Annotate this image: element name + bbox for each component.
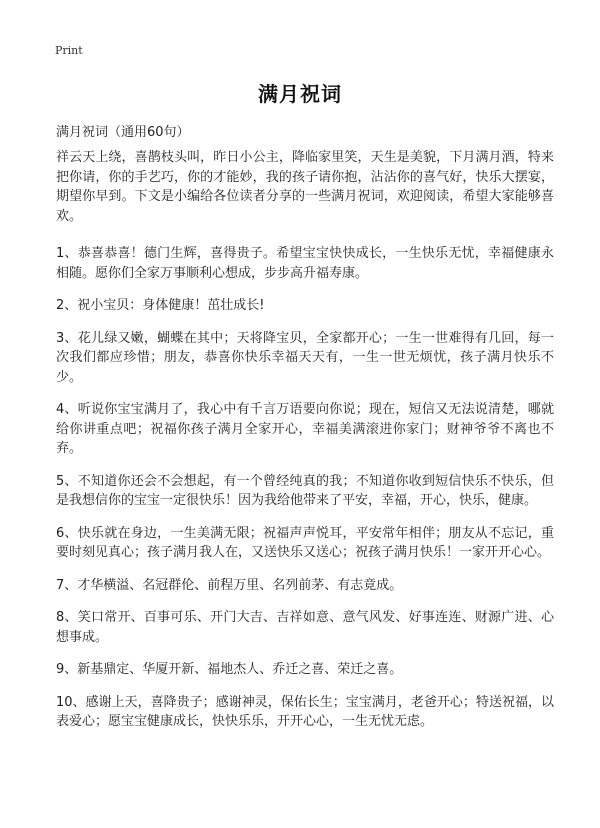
document-subtitle: 满月祝词（通用60句） — [56, 125, 190, 140]
intro-paragraph: 祥云天上绕，喜鹊枝头叫，昨日小公主，降临家里笑，天生是美貌，下月满月酒，特来把你请，你的手艺巧，你的才能妙，我的孩子请你抱，沾沾你的喜气好，快乐大摆宴，期望你早到。下文是小编给各位读者分享的一些满月祝词，欢迎阅读，希望大家能够喜欢。 — [56, 150, 554, 224]
blessing-item-2: 2、祝小宝贝：身体健康！茁壮成长! — [56, 298, 265, 313]
blessing-item-5: 5、不知道你还会不会想起，有一个曾经纯真的我；不知道你收到短信快乐不快乐，但是我想信你的宝宝一定很快乐！因为我给他带来了平安，幸福，开心，快乐，健康。 — [56, 473, 554, 508]
blessing-item-6: 6、快乐就在身边，一生美满无限；祝福声声悦耳，平安常年相伴；朋友从不忘记，重要时刻见真心；孩子满月我人在，又送快乐又送心；祝孩子满月快乐！一家开开心心。 — [56, 525, 554, 560]
blessing-item-1: 1、恭喜恭喜！德门生辉，喜得贵子。希望宝宝快快成长，一生快乐无忧，幸福健康永相随。愿你们全家万事顺利心想成，步步高升福寿康。 — [56, 246, 554, 281]
blessing-item-4: 4、听说你宝宝满月了，我心中有千言万语要向你说；现在，短信又无法说清楚，哪就给你讲重点吧；祝福你孩子满月全家开心，幸福美满滚进你家门；财神爷爷不离也不弃。 — [56, 402, 554, 456]
print-link[interactable]: Print — [55, 44, 83, 57]
blessing-item-8: 8、笑口常开、百事可乐、开门大吉、吉祥如意、意气风发、好事连连、财源广进、心想事成。 — [56, 610, 554, 645]
blessing-item-10: 10、感谢上天，喜降贵子；感谢神灵，保佑长生；宝宝满月，老爸开心；特送祝福，以表爱心；愿宝宝健康成长，快快乐乐，开开心心，一生无忧无虑。 — [56, 694, 554, 729]
blessing-item-7: 7、才华横溢、名冠群伦、前程万里、名列前茅、有志竟成。 — [56, 577, 403, 593]
document-body — [56, 148, 554, 745]
page-title: 满月祝词 — [258, 82, 342, 106]
blessing-item-3: 3、花儿绿又嫩，蝴蝶在其中；天将降宝贝，全家都开心；一生一世难得有几回，每一次我们都应珍惜；朋友，恭喜你快乐幸福天天有，一生一世无烦忧，孩子满月快乐不少。 — [56, 330, 554, 385]
blessing-item-9: 9、新基鼎定、华厦开新、福地杰人、乔迁之喜、荣迁之喜。 — [56, 662, 403, 677]
